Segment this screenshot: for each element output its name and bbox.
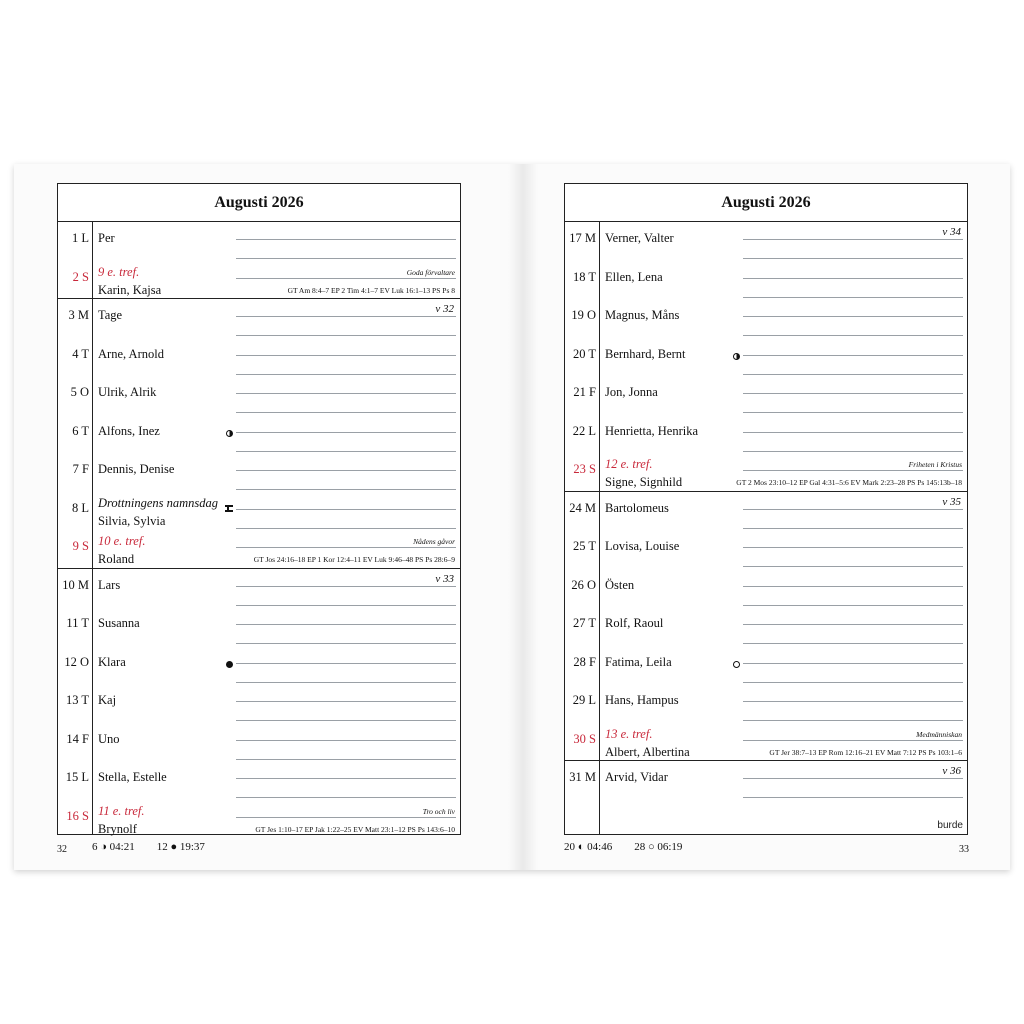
day-row	[58, 221, 460, 260]
sunday-title: 13 e. tref.	[605, 726, 653, 741]
week-number: v 35	[942, 495, 961, 508]
writing-line[interactable]	[743, 470, 963, 471]
name-day: Per	[98, 231, 115, 245]
writing-line[interactable]	[743, 663, 963, 664]
right-day-rows	[565, 221, 967, 834]
full-moon-icon	[733, 661, 740, 668]
day-row	[58, 529, 460, 569]
first-quarter-time: 6 ◑ 04:21	[92, 841, 135, 853]
day-row	[58, 337, 460, 376]
name-day: Ellen, Lena	[605, 269, 663, 284]
name-day: Stella, Estelle	[98, 770, 167, 784]
name-day: Ulrik, Alrik	[98, 385, 157, 399]
writing-line[interactable]	[236, 355, 456, 356]
writing-line[interactable]	[236, 624, 456, 625]
name-day: Rolf, Raoul	[605, 616, 664, 630]
name-day: Drottningens namnsdag	[98, 495, 219, 510]
day-row	[565, 221, 967, 260]
name-day: Hans, Hampus	[605, 693, 679, 707]
left-calendar-box	[57, 183, 461, 835]
sunday-theme: Medmänniskan	[916, 729, 962, 739]
day-number: 12 O	[64, 654, 89, 669]
day-number: 4 T	[72, 346, 89, 361]
day-number: 15 L	[65, 770, 89, 784]
day-row	[58, 722, 460, 761]
day-row	[565, 260, 967, 299]
day-number: 26 O	[571, 577, 596, 592]
writing-line[interactable]	[743, 239, 963, 240]
day-row	[58, 606, 460, 645]
sunday-title: 12 e. tref.	[605, 457, 653, 471]
day-row	[58, 375, 460, 414]
day-number: 29 L	[572, 693, 596, 707]
right-moon-footer	[564, 841, 682, 853]
day-number: 1 L	[71, 231, 89, 245]
right-month-title: Augusti 2026	[565, 184, 967, 222]
day-row	[565, 298, 967, 337]
day-row	[565, 645, 967, 684]
name-day: Klara	[98, 654, 126, 669]
right-page-number: 33	[959, 844, 969, 855]
day-number: 10 M	[62, 577, 89, 592]
day-number: 21 F	[573, 385, 596, 399]
writing-line[interactable]	[236, 393, 456, 394]
day-number: 3 M	[68, 308, 89, 322]
day-number: 25 T	[572, 539, 596, 553]
day-number: 8 L	[71, 500, 89, 515]
day-number: 18 T	[572, 269, 596, 284]
name-day: Henrietta, Henrika	[605, 423, 699, 438]
day-row	[565, 375, 967, 414]
day-row	[565, 606, 967, 645]
left-page-number: 32	[57, 844, 67, 855]
writing-line[interactable]	[236, 316, 456, 317]
day-number: 24 M	[569, 500, 596, 515]
day-row	[565, 722, 967, 762]
bible-readings: GT Jer 38:7–13 EP Rom 12:16–21 EV Matt 7:12 PS Ps 103:1–6	[769, 747, 962, 757]
name-day: Bernhard, Bernt	[605, 346, 686, 361]
day-row	[565, 529, 967, 568]
sunday-theme: Nådens gåvor	[413, 537, 455, 546]
name-day: Lars	[98, 577, 121, 592]
day-number: 30 S	[573, 731, 596, 746]
day-number: 7 F	[72, 462, 89, 476]
name-day: Roland	[98, 552, 135, 566]
writing-line[interactable]	[236, 547, 456, 548]
name-day: Uno	[98, 731, 120, 746]
writing-line[interactable]	[236, 817, 456, 818]
writing-line[interactable]	[743, 797, 963, 798]
day-row	[565, 337, 967, 376]
new-moon-time: 12 ● 19:37	[156, 841, 205, 853]
writing-line[interactable]	[743, 393, 963, 394]
sunday-theme: Friheten i Kristus	[908, 460, 962, 469]
day-row	[58, 799, 460, 838]
week-number: v 33	[435, 572, 454, 585]
sunday-title: 11 e. tref.	[98, 803, 145, 818]
bible-readings: GT 2 Mos 23:10–12 EP Gal 4:31–5:6 EV Mark 2:23–28 PS Ps 145:13b–18	[736, 478, 962, 487]
day-row	[58, 683, 460, 722]
day-number: 31 M	[569, 770, 596, 784]
name-day: Arne, Arnold	[98, 346, 164, 361]
sunday-theme: Tro och liv	[422, 806, 455, 816]
writing-line[interactable]	[236, 778, 456, 779]
day-number: 19 O	[571, 308, 596, 322]
name-day: Arvid, Vidar	[605, 770, 668, 784]
day-number: 16 S	[66, 808, 89, 823]
day-number: 20 T	[572, 346, 596, 361]
writing-line[interactable]	[743, 547, 963, 548]
sunday-title: 9 e. tref.	[98, 264, 140, 279]
day-number: 9 S	[72, 539, 89, 553]
bible-readings: GT Am 8:4–7 EP 2 Tim 4:1–7 EV Luk 16:1–13 PS Ps 8	[287, 285, 455, 295]
writing-line[interactable]	[743, 278, 963, 279]
name-day: Tage	[98, 308, 123, 322]
name-day: Alfons, Inez	[98, 423, 160, 438]
writing-line[interactable]	[236, 586, 456, 587]
name-day: Magnus, Måns	[605, 308, 680, 322]
left-moon-footer	[92, 841, 205, 853]
day-row	[58, 452, 460, 491]
day-row	[58, 568, 460, 607]
day-row	[565, 452, 967, 492]
sunday-theme: Goda förvaltare	[406, 267, 455, 277]
first-quarter-icon	[733, 353, 740, 360]
day-row	[58, 414, 460, 453]
day-row	[58, 491, 460, 530]
name-day: Fatima, Leila	[605, 654, 672, 669]
day-row	[58, 260, 460, 300]
bible-readings: GT Jos 24:16–18 EP 1 Kor 12:4–11 EV Luk 9:46–48 PS Ps 28:6–9	[253, 555, 455, 564]
writing-line[interactable]	[743, 778, 963, 779]
day-row	[565, 683, 967, 722]
writing-line[interactable]	[236, 278, 456, 279]
name-day: Karin, Kajsa	[98, 282, 162, 297]
name-day: Signe, Signhild	[605, 475, 683, 489]
left-month-title: Augusti 2026	[58, 184, 460, 222]
writing-line[interactable]	[743, 432, 963, 433]
day-number: 6 T	[72, 423, 89, 438]
day-number: 27 T	[572, 616, 596, 630]
week-number: v 34	[942, 226, 961, 238]
right-calendar-box	[564, 183, 968, 835]
name-day: Verner, Valter	[605, 231, 674, 245]
writing-line[interactable]	[743, 355, 963, 356]
first-quarter-icon	[226, 430, 233, 437]
day-number: 17 M	[569, 231, 596, 245]
day-number: 11 T	[66, 616, 89, 630]
new-moon-icon	[226, 661, 233, 668]
day-number: 13 T	[65, 693, 89, 707]
name-day: Lovisa, Louise	[605, 539, 680, 553]
left-page	[14, 164, 512, 870]
flag-icon	[225, 505, 233, 512]
calendar-spread	[14, 164, 1010, 870]
writing-line[interactable]	[743, 586, 963, 587]
week-number: v 32	[435, 303, 454, 315]
writing-line[interactable]	[743, 316, 963, 317]
name-day: Jon, Jonna	[605, 385, 658, 399]
writing-line[interactable]	[743, 509, 963, 510]
writing-line[interactable]	[236, 509, 456, 510]
burde-logo: burde	[937, 820, 963, 831]
day-number: 14 F	[66, 731, 89, 746]
day-row	[565, 568, 967, 607]
name-day: Dennis, Denise	[98, 462, 175, 476]
writing-line[interactable]	[236, 663, 456, 664]
writing-line[interactable]	[236, 740, 456, 741]
sunday-title: 10 e. tref.	[98, 534, 146, 548]
day-number: 2 S	[72, 269, 89, 284]
first-quarter-time: 20 ◐ 04:46	[564, 841, 613, 853]
writing-line[interactable]	[236, 432, 456, 433]
bible-readings: GT Jes 1:10–17 EP Jak 1:22–25 EV Matt 23:1–12 PS Ps 143:6–10	[255, 824, 455, 834]
day-row	[58, 760, 460, 799]
day-row	[565, 414, 967, 453]
day-row	[58, 298, 460, 337]
day-row	[565, 491, 967, 530]
day-number: 22 L	[572, 423, 596, 438]
writing-line[interactable]	[236, 470, 456, 471]
week-number: v 36	[942, 765, 961, 777]
day-number: 23 S	[573, 462, 596, 476]
writing-line[interactable]	[743, 740, 963, 741]
name-day: Brynolf	[98, 821, 137, 836]
day-row	[565, 760, 967, 799]
name-day: Silvia, Sylvia	[98, 513, 166, 528]
writing-line[interactable]	[743, 701, 963, 702]
name-day: Albert, Albertina	[605, 744, 690, 759]
day-number: 5 O	[70, 385, 89, 399]
writing-line[interactable]	[743, 624, 963, 625]
left-day-rows	[58, 221, 460, 834]
name-day: Kaj	[98, 693, 117, 707]
writing-line[interactable]	[236, 701, 456, 702]
right-page	[512, 164, 1010, 870]
full-moon-time: 28 ○ 06:19	[634, 841, 683, 853]
name-day: Susanna	[98, 616, 140, 630]
day-row	[58, 645, 460, 684]
writing-line[interactable]	[236, 239, 456, 240]
day-number: 28 F	[573, 654, 596, 669]
name-day: Östen	[605, 577, 635, 592]
name-day: Bartolomeus	[605, 500, 669, 515]
